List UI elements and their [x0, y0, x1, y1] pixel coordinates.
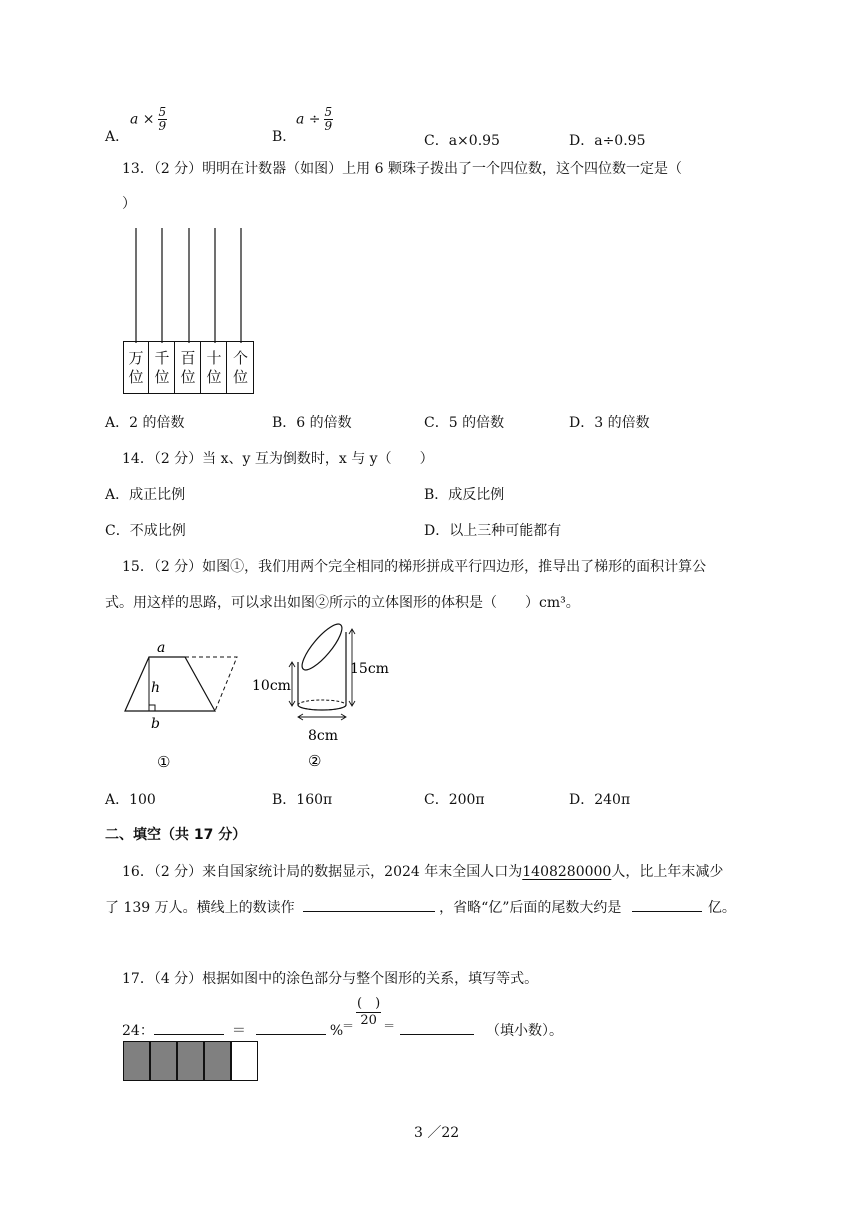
q12-a-fraction: $\frac{5}{9}$: [158, 105, 167, 133]
cylinder-label-8cm: 8cm: [308, 728, 339, 744]
q15-option-c: C．200π: [424, 792, 485, 808]
q17-blank-2[interactable]: [256, 1020, 326, 1035]
trapezoid-label-a: a: [157, 640, 166, 656]
fig1-caption: ①: [157, 753, 171, 771]
q13-option-b: B．6 的倍数: [272, 415, 352, 431]
q15-option-a: A．100: [105, 792, 156, 808]
abacus-label-bai: 百 位: [176, 342, 201, 394]
trapezoid-label-h: h: [151, 680, 161, 696]
q12-option-d: D．a÷0.95: [569, 133, 646, 149]
q14-option-d: D．以上三种可能都有: [424, 523, 562, 539]
trapezoid-shape: [125, 657, 215, 711]
q12-option-b-expr: a ÷ $\frac{5}{9}$: [296, 105, 333, 133]
q14-option-a: A．成正比例: [105, 487, 186, 503]
cylinder-label-15cm: 15cm: [350, 661, 389, 677]
q13-option-c: C．5 的倍数: [424, 415, 505, 431]
abacus-base: [123, 341, 254, 394]
q12-option-c: C．a×0.95: [424, 133, 500, 149]
q15-option-b: B．160π: [272, 792, 333, 808]
abacus-label-shi: 十 位: [202, 342, 227, 394]
q13-stem-line1: 13．（2 分）明明在计数器（如图）上用 6 颗珠子拨出了一个四位数，这个四位数一定是（: [122, 161, 682, 177]
q14-stem: 14．（2 分）当 x、y 互为倒数时，x 与 y（ ）: [122, 451, 434, 467]
trapezoid-label-b: b: [151, 716, 160, 732]
q13-option-a: A．2 的倍数: [105, 415, 185, 431]
q16-blank-approx[interactable]: [632, 897, 702, 912]
q13-option-d: D．3 的倍数: [569, 415, 650, 431]
abacus-figure: [123, 228, 254, 395]
q16-stem-line2: 了 139 万人。横线上的数读作 ，省略“亿”后面的尾数大约是 亿。: [105, 897, 736, 917]
cylinder-top-cut: [296, 622, 347, 675]
q17-fraction: ＝ $\frac{( )}{20}$ ＝: [342, 996, 396, 1033]
shaded-cell: [123, 1041, 150, 1081]
abacus-label-ge: 个 位: [232, 349, 248, 386]
q16-stem-line1: 16．（2 分）来自国家统计局的数据显示，2024 年末全国人口为1408280000人，比上年末减少: [122, 864, 724, 880]
cylinder-figure: [250, 622, 395, 772]
q17-bar-figure: [123, 1041, 259, 1082]
right-angle-mark: [149, 705, 155, 711]
q15-stem-line1: 15．（2 分）如图①，我们用两个完全相同的梯形拼成平行四边形，推导出了梯形的面积计算公: [122, 559, 707, 575]
q12-option-a-expr: a × $\frac{5}{9}$: [130, 105, 167, 133]
q12-option-b: B．: [272, 129, 297, 145]
q16-blank-read[interactable]: [303, 897, 435, 912]
fig2-caption: ②: [308, 752, 322, 770]
abacus-label-qian: 千 位: [150, 342, 175, 394]
q13-stem-line2: ）: [122, 196, 136, 212]
q14-option-c: C．不成比例: [105, 523, 186, 539]
page-number: 3 ／22: [414, 1125, 460, 1141]
cylinder-label-10cm: 10cm: [252, 678, 291, 694]
abacus-label-wan: 万 位: [124, 342, 149, 394]
q17-equation-tail: （填小数）。: [400, 1020, 563, 1040]
q17-blank-3[interactable]: [400, 1020, 474, 1035]
shaded-cell: [150, 1041, 177, 1081]
q12-b-fraction: $\frac{5}{9}$: [324, 105, 333, 133]
unshaded-cell: [231, 1041, 258, 1081]
q17-blank-1[interactable]: [154, 1020, 224, 1035]
trapezoid-figure: [115, 635, 245, 775]
shaded-cell: [204, 1041, 231, 1081]
shaded-cell: [177, 1041, 204, 1081]
q12-option-a: A．: [105, 129, 130, 145]
q17-stem: 17．（4 分）根据如图中的涂色部分与整个图形的关系，填写等式。: [122, 971, 539, 987]
q15-option-d: D．240π: [569, 792, 631, 808]
q17-equation: 24： ＝ %: [122, 1020, 343, 1040]
section-2-title: 二、填空（共 17 分）: [105, 827, 247, 843]
q14-option-b: B．成反比例: [424, 487, 505, 503]
abacus-rods: [123, 228, 254, 343]
q16-population-number: 1408280000: [522, 864, 612, 880]
q15-stem-line2: 式。用这样的思路，可以求出如图②所示的立体图形的体积是（ ）cm³。: [105, 595, 580, 611]
